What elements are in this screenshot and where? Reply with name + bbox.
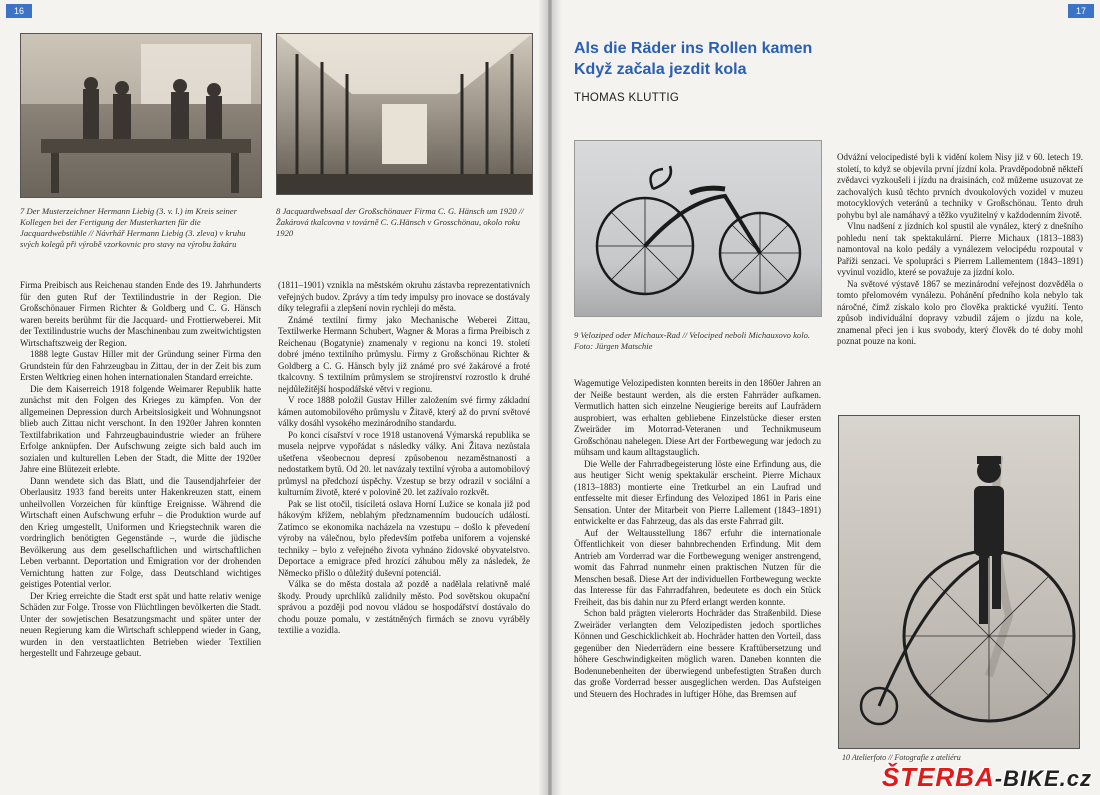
paragraph: Die dem Kaiserreich 1918 folgende Weimarer Republik hatte zunächst mit den Folgen des Krieges zu kämpfen. Von der allgemeinen Depression durch Arbeitslosigkeit und Wohnungsnot blieb auch Zittau nicht verschont. In den 1920er Jahren konnten Textilfabrikation und Fahrzeugbauindustrie wieder an frühere Erfolge anknüpfen. Der Aufschwung zeigte sich bald auch im sozialen und kulturellen Leben der Stadt, die Mitte der 1920er Jahre eine Blütezeit erlebte. <box>20 383 261 474</box>
article-title <box>574 38 812 80</box>
photo-jacquard-weaving-hall <box>276 33 533 195</box>
paragraph: Dann wendete sich das Blatt, und die Tausendjahrfeier der Oberlausitz 1933 fand bereits unter Hakenkreuzen statt, einem unheilvollen Vorzeichen für künftige Ereignisse. Während die Wirtschaft einen Aufschwung erfuhr – die Produktion wurde auf den Krieg umgestellt, Uniformen und Kriegstechnik waren die vordringlich benötigten Gegenstände –, wurde die jüdische Bevölkerung aus dem gesellschaftlichen und wirtschaftlichen Leben verbannt. Deportation und Emigration vor der drohenden Vernichtung hatten zur Folge, dass Deutschland wichtiges geistiges Potential verlor. <box>20 475 261 589</box>
paragraph: Známé textilní firmy jako Mechanische Weberei Zittau, Textilwerke Hermann Schubert, Wagner & Moras a firma Preibisch z Reichenau (Bogatynie) znamenaly v regionu na konci 19. století dobré jméno textilního průmyslu. Firmy z Großschönau Richter & Goldberg a C. G. Hänsch byly již známé pro své žakárové a froté tkalcovny. S textilním průmyslem se strojírenství rozrostlo k druhé nejdůležitější hospodářské větvi v regionu. <box>278 314 530 394</box>
paragraph: Die Welle der Fahrradbegeisterung löste eine Erfindung aus, die aus heutiger Sicht wenig spektakulär erscheint. Pierre Michaux (1813–1883) montierte eine Tretkurbel an ein Laufrad und entfesselte mit dieser Erfindung des Veloziped 1861 in Paris eine Sensation. Unter der Mitarbeit von Pierre Lallement (1843–1891) entwickelte er das Fahrzeug, das als das erste Fahrrad gilt. <box>574 458 821 526</box>
right-text-column-german <box>574 378 821 700</box>
right-page <box>552 0 1100 795</box>
paragraph: Der Krieg erreichte die Stadt erst spät und hatte relativ wenige Schäden zur Folge. Trosse von Flüchtlingen bevölkerten die Stadt. Unter der sowjetischen Besatzungsmacht und später unter der neuen Regierung kam die Wirtschaft schleppend wieder in Gang, wurden in den verstaatlichten Betrieben wieder Textilien hergestellt und Fahrzeuge gebaut. <box>20 590 261 658</box>
caption-figure-10: 10 Atelierfoto // Fotografie z ateliéru <box>842 753 961 762</box>
paragraph: Pak se list otočil, tisíciletá oslava Horní Lužice se konala již pod hákovým křížem, neblahým předznamenním budoucích událostí. Zatímco se ekonomika nacházela na vzestupu – došlo k převedení výroby na válečnou, bylo především potřeba uniforem a vojenské techniky – bylo z veřejného života vyhnáno židovské obyvatelstvo. Deportace a emigrace před hrozící záhubou měly za následek, že Německo přišlo o důležitý duševní potenciál. <box>278 498 530 578</box>
weaving-hall-illustration <box>277 34 532 194</box>
page-number-right: 17 <box>1068 4 1094 18</box>
paragraph: Wagemutige Velozipedisten konnten bereits in den 1860er Jahren an der Neiße bestaunt werden, als die ersten Fahrräder aufkamen. Vermutlich hatten sich einzelne Neugierige bereits auf Laufrädern ausprobiert, was erhalten gebliebene Einzelstücke dieser ersten Zweiräder im Motorrad-Veteranen und Technikmuseum Großschönau nahelegen. Diese Art der Fortbewegung war jedoch zu mühsam und kaum alltagstauglich. <box>574 378 821 457</box>
photo-studio-high-wheeler <box>838 415 1080 749</box>
title-german: Als die Räder ins Rollen kamen <box>574 40 813 57</box>
photo-michaux-velocipede <box>574 140 822 317</box>
paragraph: Válka se do města dostala až pozdě a nadělala relativně malé škody. Proudy uprchlíků zalidnily město. Pod sovětskou okupační správou a později pod novou vládou se hospodářství dostávalo do chodu pouze pomalu, v zestátněných firmách se znovu vyráběly textilie a vozidla. <box>278 579 530 635</box>
paragraph: Firma Preibisch aus Reichenau standen Ende des 19. Jahrhunderts für den guten Ruf der Textilindustrie in der Region. Die Großschönauer Firmen Richter & Goldberg und C. G. Hänsch waren bereits berühmt für die Jacquard- und Frottierweberei. Mit der Textilindustrie wuchs der Maschinenbau zum zweitwichtigsten Wirtschaftszweig der Region. <box>20 280 261 348</box>
workshop-photo-illustration <box>21 34 261 197</box>
title-czech: Když začala jezdit kola <box>574 61 747 78</box>
left-text-column-czech <box>278 280 530 637</box>
paragraph: 1888 legte Gustav Hiller mit der Gründung seiner Firma den Grundstein für den Fahrzeugbau in Zittau, der in der Zeit bis zum Ersten Weltkrieg einen hohen internationalen Standard erreichte. <box>20 349 261 382</box>
left-text-column-german <box>20 280 261 660</box>
page-number-left: 16 <box>6 4 32 18</box>
caption-figure-8: 8 Jacquardwebsaal der Großschönauer Firma C. G. Hänsch um 1920 // Žakárová tkalcovna v továrně C. G.Hänsch v Grosschönau, okolo roku 1920 <box>276 206 524 238</box>
caption-figure-7: 7 Der Musterzeichner Hermann Liebig (3. v. l.) im Kreis seiner Kollegen bei der Fertigung der Musterkarten für die Jacquardwebstühle // Návrhář Hermann Liebig (3. zleva) v kruhu svých kolegů při výrobě vzorkovnic pro stavy na výrobu žakáru <box>20 206 246 249</box>
paragraph: Schon bald prägten vielerorts Hochräder das Straßenbild. Diese Zweiräder verlangten dem Velozipedisten jedoch sportliches Können und Geschicklichkeit ab. Hochräder hatten den Vorteil, dass gegenüber den Niederrädern eine bessere Kraftübersetzung und höhere Geschwindigkeiten möglich waren. Daneben konnten die Bodenunebenheiten der überwiegend unbefestigten Straßen durch das große Vorderrad besser ausgeglichen werden. Das Aufsteigen und Steuern des Hochrades in luftiger Höhe, das Bremsen auf <box>574 608 821 699</box>
velocipede-icon <box>575 141 821 316</box>
paragraph: Auf der Weltausstellung 1867 erfuhr die internationale Öffentlichkeit von dieser bahnbrechenden Erfindung. Mit dem Antrieb am Vorderrad war die Fortbewegung weniger anstrengend, womit das Fahrrad nunmehr einen praktischen Nutzen für die Menschen besaß. Diese Art der individuellen Fortbewegung weckte das Interesse für das Fahrradfahren, bedeutete es doch ein Stück Freiheit, das bis dahin nur zu Pferd erlangt werden konnte. <box>574 527 821 607</box>
paragraph: Na světové výstavě 1867 se mezinárodní veřejnost dozvěděla o tomto přelomovém vynálezu. Pohánění předního kola nebylo tak náročné, čímž získalo kolo pro člověka praktické využití. Tento způsob individuální dopravy vzbudil zájem o jízdu na kole, znamenal přeci jen i kus svobody, který člověk do té doby mohl poznat pouze na koni. <box>837 278 1083 346</box>
right-text-column-czech <box>837 152 1083 348</box>
left-page <box>0 0 548 795</box>
logo-brand: ŠTERBA <box>881 762 995 792</box>
paragraph: Vlnu nadšení z jízdních kol spustil ale vynález, který z dnešního pohledu není tak spektakulární. Pierre Michaux (1813–1883) namontoval na kolo pedály a vynálezem velocipédu rozpoutal v Paříži senzaci. Ve spolupráci s Pierrem Lallementem (1843–1891) vyvinul vozidlo, které se považuje za jízdní kolo. <box>837 221 1083 277</box>
penny-farthing-icon <box>839 416 1079 748</box>
article-author: THOMAS KLUTTIG <box>574 92 680 104</box>
paragraph: (1811–1901) vznikla na městském okruhu zástavba reprezentativních veřejných budov. Zprávy a tím tedy impulsy pro inovace se dostávaly díky telegrafii a zlepšení novin rychleji do města. <box>278 280 530 313</box>
logo-suffix: -BIKE.cz <box>994 766 1092 791</box>
sterba-bike-logo <box>882 762 1092 793</box>
paragraph: V roce 1888 položil Gustav Hiller založením své firmy základní kámen automobilového průmyslu v Žitavě, který až do první světové války dosáhl vysokého mezinárodního standardu. <box>278 395 530 428</box>
photo-pattern-designers <box>20 33 262 198</box>
caption-figure-9: 9 Veloziped oder Michaux-Rad // Velociped neboli Michauxovo kolo. Foto: Jürgen Matschie <box>574 330 811 351</box>
paragraph: Odvážní velocipedisté byli k vidění kolem Nisy již v 60. letech 19. století, to když se objevila první jízdní kola. Pravděpodobně někteří zvědavci vyzkoušeli i jízdu na draisinách, což můžeme usuzovat ze zachovalých kusů těchto prvních dvoukolových vozidel v muzeu motocyklových veteránů a techniky v Großschönau. Tento druh pohybu byl ale namáhavý a těžko využitelný v každodenním životě. <box>837 152 1083 220</box>
paragraph: Po konci císařství v roce 1918 ustanovená Výmarská republika se musela nejprve vypořádat s následky války. Ani Žitava nezůstala ušetřena všeobecnou depresí způsobenou nezaměstnaností a nedostatkem bytů. Od 20. let navázaly textilní výroba a automobilový průmysl na předchozí úspěchy. Vzestup se brzy odrazil v sociální a kulturním životě, které v polovině 20. let zažívalo rozkvět. <box>278 429 530 497</box>
